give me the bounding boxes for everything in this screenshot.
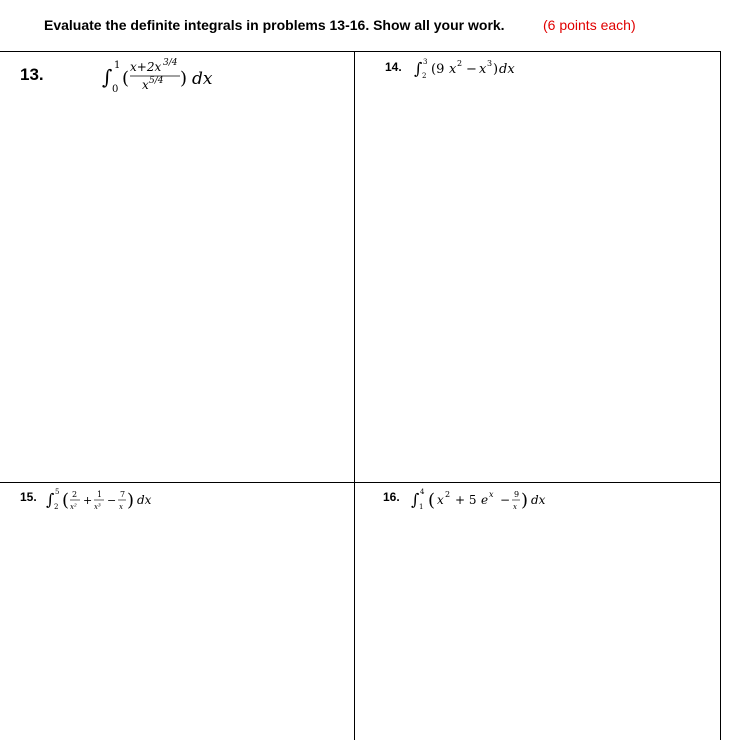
svg-text:dx: dx [137, 493, 152, 507]
svg-text:x: x [479, 62, 487, 77]
svg-text:3: 3 [487, 59, 493, 68]
grid-vertical-divider [354, 51, 355, 740]
problem-15-integral [45, 484, 180, 514]
svg-text:): ) [127, 490, 135, 511]
problem-16-integral [410, 484, 565, 514]
svg-text:x+2x: x+2x [130, 60, 162, 74]
svg-text:0: 0 [112, 84, 119, 95]
svg-text:2: 2 [457, 59, 463, 68]
svg-text:(: ( [62, 490, 70, 511]
svg-text:2: 2 [422, 72, 427, 80]
svg-text:): ) [521, 490, 529, 511]
svg-text:9: 9 [514, 490, 520, 499]
svg-text:x: x [513, 503, 517, 511]
svg-text:∫: ∫ [411, 490, 420, 509]
svg-text:1: 1 [419, 503, 424, 511]
points-note: (6 points each) [543, 17, 636, 33]
work-grid [0, 51, 721, 740]
svg-text:dx: dx [531, 493, 546, 507]
svg-text:x²: x² [70, 503, 77, 511]
svg-text:∫: ∫ [414, 59, 423, 78]
svg-text:3: 3 [423, 58, 428, 66]
svg-text:2: 2 [72, 490, 78, 499]
svg-text:+: + [83, 494, 93, 507]
svg-text:1: 1 [114, 60, 121, 71]
problem-13-integral [100, 54, 240, 98]
problem-16-number: 16. [383, 490, 400, 504]
problem-14-integral [413, 56, 543, 80]
svg-text:3/4: 3/4 [163, 58, 178, 68]
svg-text:dx: dx [499, 62, 515, 77]
svg-text:x: x [119, 503, 123, 511]
svg-text:x³: x³ [94, 503, 101, 511]
svg-text:−: − [500, 493, 511, 507]
svg-text:2: 2 [445, 490, 451, 499]
svg-text:x: x [142, 78, 149, 92]
svg-text:): ) [180, 68, 188, 89]
problem-13-number: 13. [20, 65, 44, 84]
svg-text:5/4: 5/4 [149, 76, 164, 86]
svg-text:2: 2 [54, 503, 59, 511]
svg-text:4: 4 [420, 488, 425, 496]
svg-text:(: ( [428, 490, 436, 511]
problem-15-number: 15. [20, 490, 37, 504]
svg-text:−: − [466, 62, 477, 77]
svg-text:x: x [437, 493, 444, 507]
problem-14-number: 14. [385, 60, 402, 74]
svg-text:+ 5: + 5 [455, 493, 477, 507]
svg-text:(: ( [122, 68, 130, 89]
svg-text:x: x [449, 62, 457, 77]
svg-text:e: e [481, 493, 489, 507]
svg-text:5: 5 [55, 488, 60, 496]
instructions-text: Evaluate the definite integrals in problems 13-16. Show all your work. [44, 17, 505, 33]
svg-text:1: 1 [97, 490, 103, 499]
svg-text:(9: (9 [431, 62, 445, 77]
grid-horizontal-divider [0, 482, 721, 483]
svg-text:∫: ∫ [102, 65, 113, 89]
svg-text:dx: dx [192, 69, 213, 89]
svg-text:7: 7 [120, 490, 126, 499]
svg-text:−: − [107, 494, 117, 507]
svg-text:x: x [489, 490, 494, 499]
svg-text:∫: ∫ [46, 490, 55, 509]
svg-text:): ) [493, 62, 499, 77]
